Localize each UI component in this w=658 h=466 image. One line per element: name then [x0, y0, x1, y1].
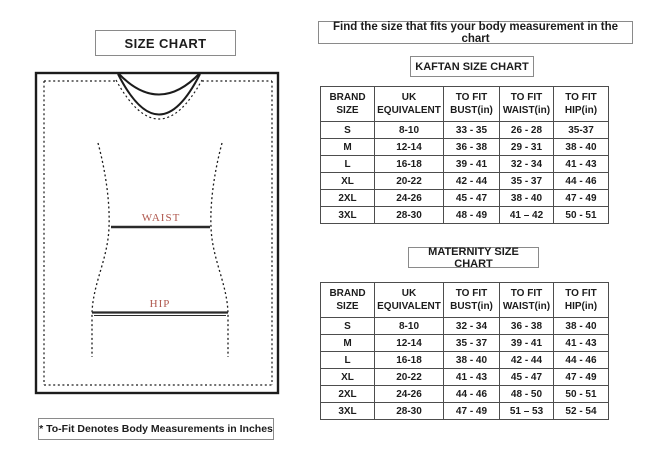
column-header-line: TO FIT [455, 288, 488, 299]
table-cell: 36 - 38 [500, 318, 554, 335]
table-row [321, 190, 609, 207]
table-cell: 41 - 43 [444, 369, 500, 386]
table-cell: 3XL [321, 207, 375, 224]
table-cell: M [321, 335, 375, 352]
table-row [321, 386, 609, 403]
column-header-line: BUST(in) [450, 105, 493, 116]
column-header-line: WAIST(in) [502, 301, 551, 312]
table-cell: 20-22 [375, 369, 444, 386]
table-cell: XL [321, 173, 375, 190]
table-cell: 47 - 49 [554, 190, 609, 207]
table-cell: L [321, 352, 375, 369]
table-cell: 20-22 [375, 173, 444, 190]
table-cell: 45 - 47 [500, 369, 554, 386]
column-header-line: EQUIVALENT [377, 105, 441, 116]
column-header [321, 87, 375, 122]
table-cell: 2XL [321, 190, 375, 207]
column-header [500, 87, 554, 122]
table-cell: 16-18 [375, 352, 444, 369]
column-header-line: SIZE [336, 105, 359, 116]
size-chart-heading: SIZE CHART [95, 30, 236, 56]
table-cell: 24-26 [375, 386, 444, 403]
table-cell: 39 - 41 [444, 156, 500, 173]
table-cell: 8-10 [375, 318, 444, 335]
table-row [321, 207, 609, 224]
kaftan-garment-diagram [30, 67, 286, 401]
table-cell: 28-30 [375, 403, 444, 420]
table-cell: S [321, 318, 375, 335]
table-cell: 41 - 43 [554, 335, 609, 352]
table-cell: 38 - 40 [554, 318, 609, 335]
table-cell: 44 - 46 [554, 352, 609, 369]
column-header-line: BRAND [329, 92, 366, 103]
to-fit-footnote: * To-Fit Denotes Body Measurements in Inches [38, 418, 274, 440]
column-header-line: TO FIT [565, 92, 597, 103]
table-cell: 38 - 40 [500, 190, 554, 207]
table-row [321, 335, 609, 352]
column-header-line: TO FIT [510, 92, 543, 103]
column-header [444, 283, 500, 318]
table-cell: 42 - 44 [500, 352, 554, 369]
table-cell: 2XL [321, 386, 375, 403]
header-row [321, 87, 609, 122]
table-cell: M [321, 139, 375, 156]
header-row [321, 283, 609, 318]
table-row [321, 403, 609, 420]
table-cell: 32 - 34 [444, 318, 500, 335]
column-header-line: HIP(in) [564, 301, 598, 312]
column-header-line: WAIST(in) [502, 105, 551, 116]
column-header-line: UK [401, 92, 417, 103]
table-cell: 47 - 49 [554, 369, 609, 386]
table-cell: 8-10 [375, 122, 444, 139]
table-cell: 12-14 [375, 139, 444, 156]
table-cell: 12-14 [375, 335, 444, 352]
table-cell: 35 - 37 [500, 173, 554, 190]
column-header-line: BUST(in) [450, 301, 493, 312]
table-row [321, 139, 609, 156]
table-cell: 29 - 31 [500, 139, 554, 156]
kaftan-table-heading: KAFTAN SIZE CHART [410, 56, 534, 77]
table-row [321, 369, 609, 386]
table-cell: 33 - 35 [444, 122, 500, 139]
column-header-line: TO FIT [455, 92, 488, 103]
column-header-line: BRAND [329, 288, 366, 299]
waist-label: WAIST [141, 212, 181, 224]
table-cell: 39 - 41 [500, 335, 554, 352]
kaftan-size-table [320, 86, 609, 224]
table-row [321, 122, 609, 139]
column-header-line: SIZE [336, 301, 359, 312]
table-cell: 47 - 49 [444, 403, 500, 420]
table-row [321, 352, 609, 369]
table-cell: 50 - 51 [554, 207, 609, 224]
table-cell: S [321, 122, 375, 139]
garment-outline [36, 73, 278, 393]
table-cell: 35 - 37 [444, 335, 500, 352]
table-cell: 24-26 [375, 190, 444, 207]
column-header [321, 283, 375, 318]
table-cell: 44 - 46 [554, 173, 609, 190]
table-cell: 38 - 40 [554, 139, 609, 156]
table-cell: 48 - 49 [444, 207, 500, 224]
column-header-line: HIP(in) [564, 105, 598, 116]
table-cell: 50 - 51 [554, 386, 609, 403]
instruction-banner: Find the size that fits your body measurement in the chart [318, 21, 633, 44]
table-cell: 52 - 54 [554, 403, 609, 420]
table-cell: 32 - 34 [500, 156, 554, 173]
table-cell: 35-37 [554, 122, 609, 139]
table-row [321, 173, 609, 190]
table-cell: 45 - 47 [444, 190, 500, 207]
table-cell: XL [321, 369, 375, 386]
table-cell: 36 - 38 [444, 139, 500, 156]
column-header [375, 283, 444, 318]
table-cell: 38 - 40 [444, 352, 500, 369]
table-row [321, 318, 609, 335]
table-cell: 41 – 42 [500, 207, 554, 224]
table-cell: 41 - 43 [554, 156, 609, 173]
table-cell: 44 - 46 [444, 386, 500, 403]
table-row [321, 156, 609, 173]
column-header [500, 283, 554, 318]
column-header [375, 87, 444, 122]
table-cell: 28-30 [375, 207, 444, 224]
table-cell: 51 – 53 [500, 403, 554, 420]
maternity-size-table [320, 282, 609, 420]
table-cell: 16-18 [375, 156, 444, 173]
table-cell: 26 - 28 [500, 122, 554, 139]
table-cell: 3XL [321, 403, 375, 420]
column-header-line: TO FIT [565, 288, 597, 299]
column-header [554, 283, 609, 318]
hip-label: HIP [149, 298, 171, 310]
column-header-line: TO FIT [510, 288, 543, 299]
maternity-table-heading: MATERNITY SIZE CHART [408, 247, 539, 268]
column-header-line: EQUIVALENT [377, 301, 441, 312]
table-cell: L [321, 156, 375, 173]
column-header-line: UK [401, 288, 417, 299]
column-header [444, 87, 500, 122]
column-header [554, 87, 609, 122]
table-cell: 48 - 50 [500, 386, 554, 403]
table-cell: 42 - 44 [444, 173, 500, 190]
